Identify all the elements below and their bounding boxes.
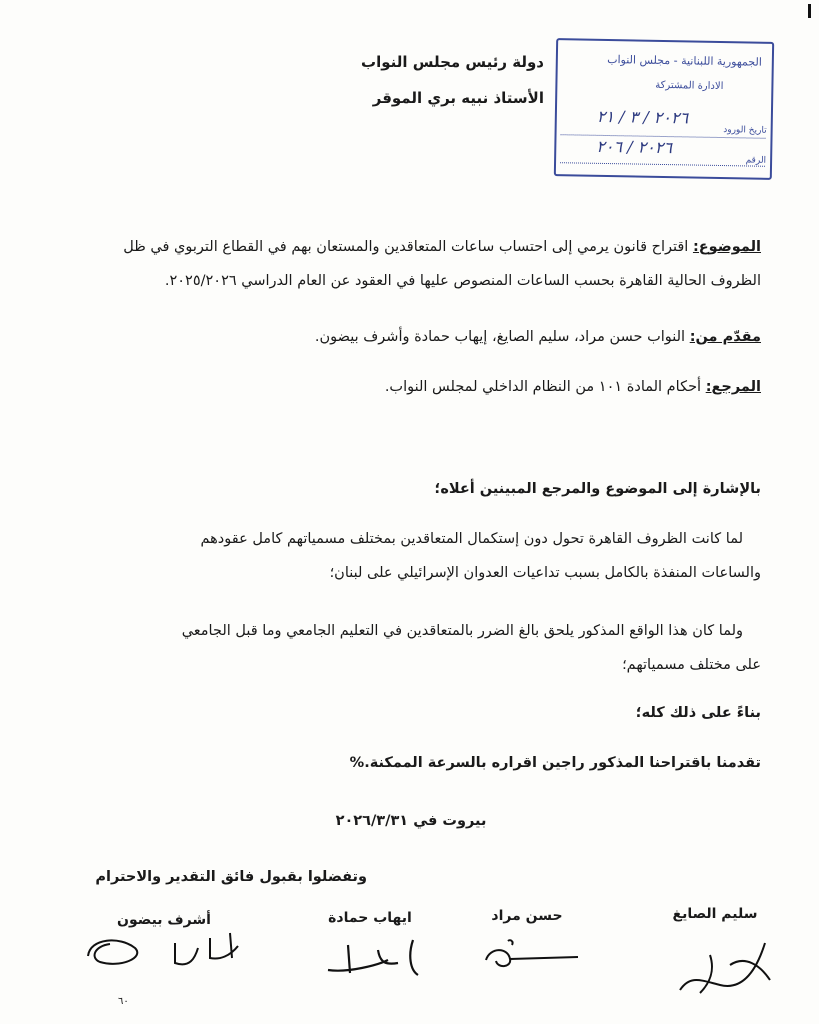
stamp-number-value: ٢٠٢٦ / ٢٠٦ xyxy=(596,136,673,158)
receipt-stamp xyxy=(554,38,774,180)
signatory-name-3: ايهاب حمادة xyxy=(328,910,412,926)
signatory-name-2: حسن مراد xyxy=(491,908,563,924)
body-intro: بالإشارة إلى الموضوع والمرجع المبينين أعلاه؛ xyxy=(434,481,761,497)
submitted-by-paragraph xyxy=(61,320,761,354)
subject-line-1: اقتراح قانون يرمي إلى احتساب ساعات المتعاقدين والمستعان بهم في القطاع التربوي في ظل xyxy=(123,239,689,255)
subject-label: الموضوع: xyxy=(692,239,761,255)
body-p1-line-2: والساعات المنفذة بالكامل بسبب تداعيات العدوان الإسرائيلي على لبنان؛ xyxy=(329,565,761,581)
closing-line: وتفضلوا بقبول فائق التقدير والاحترام xyxy=(95,869,367,885)
stamp-department: الادارة المشتركة xyxy=(655,79,724,93)
addressee-line-2: الأستاذ نبيه بري الموقر xyxy=(372,89,544,107)
body-therefore: بناءً على ذلك كله؛ xyxy=(635,705,761,721)
reference-label: المرجع: xyxy=(705,379,761,395)
signatory-name-1: سليم الصايغ xyxy=(672,906,758,922)
signature-4 xyxy=(80,928,250,988)
reference-paragraph xyxy=(61,370,761,404)
footer-mark: ٦٠ xyxy=(118,996,129,1007)
signature-1 xyxy=(670,935,780,1005)
submitted-by-text: النواب حسن مراد، سليم الصايغ، إيهاب حمادة وأشرف بيضون. xyxy=(314,329,686,345)
body-p1-line-1: لما كانت الظروف القاهرة تحول دون إستكمال المتعاقدين بمختلف مسمياتهم كامل عقودهم xyxy=(200,531,743,547)
stamp-title: الجمهورية اللبنانية - مجلس النواب xyxy=(607,53,762,69)
body-request: تقدمنا باقتراحنا المذكور راجين اقراره بالسرعة الممكنة.% xyxy=(349,755,761,771)
body-p2-line-1: ولما كان هذا الواقع المذكور يلحق بالغ الضرر بالمتعاقدين في التعليم الجامعي وما قبل الجامعي xyxy=(181,623,743,639)
stamp-date-label: تاريخ الورود xyxy=(723,125,767,136)
body-paragraph-1 xyxy=(61,522,761,590)
place-date: بيروت في ٢٠٢٦/٣/٣١ xyxy=(335,813,487,829)
signature-2 xyxy=(478,935,588,975)
reference-text: أحكام المادة ١٠١ من النظام الداخلي لمجلس النواب. xyxy=(384,379,702,395)
submitted-by-label: مقدّم من: xyxy=(689,329,761,345)
signature-3 xyxy=(318,935,438,985)
stamp-number-label: الرقم xyxy=(745,155,767,166)
subject-line-2: الظروف الحالية القاهرة بحسب الساعات المنصوص عليها في العقود عن العام الدراسي ٢٠٢٥/٢٠٢٦. xyxy=(164,273,761,289)
corner-mark xyxy=(808,4,811,18)
signatory-name-4: أشرف بيضون xyxy=(117,912,211,928)
body-paragraph-2 xyxy=(61,614,761,682)
addressee-block xyxy=(284,44,544,116)
addressee-line-1: دولة رئيس مجلس النواب xyxy=(361,53,544,71)
stamp-date-value: ٢٠٢٦ / ٣ / ٢١ xyxy=(596,106,689,128)
body-p2-line-2: على مختلف مسمياتهم؛ xyxy=(622,657,761,673)
subject-paragraph xyxy=(61,230,761,298)
